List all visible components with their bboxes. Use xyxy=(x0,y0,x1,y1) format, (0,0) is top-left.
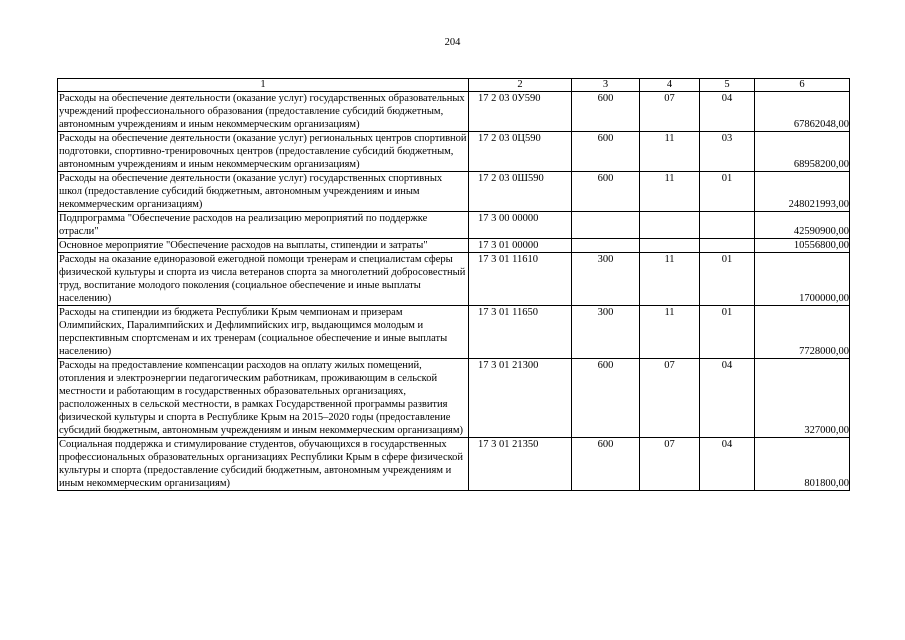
row-amount: 42590900,00 xyxy=(755,212,850,239)
row-code: 17 3 00 00000 xyxy=(469,212,572,239)
row-code: 17 2 03 0У590 xyxy=(469,92,572,132)
row-rz: 07 xyxy=(640,438,700,491)
row-pr xyxy=(700,239,755,253)
table-header xyxy=(58,79,850,92)
row-rz xyxy=(640,212,700,239)
row-pr: 04 xyxy=(700,92,755,132)
row-rz: 11 xyxy=(640,172,700,212)
row-pr: 04 xyxy=(700,359,755,438)
table-row xyxy=(58,92,850,132)
table-row xyxy=(58,306,850,359)
row-rz xyxy=(640,239,700,253)
row-vr: 300 xyxy=(572,306,640,359)
row-code: 17 3 01 11650 xyxy=(469,306,572,359)
row-code: 17 2 03 0Ш590 xyxy=(469,172,572,212)
row-vr: 600 xyxy=(572,438,640,491)
header-col-2: 2 xyxy=(469,79,572,92)
row-pr: 01 xyxy=(700,172,755,212)
table-row xyxy=(58,359,850,438)
header-col-5: 5 xyxy=(700,79,755,92)
row-name: Расходы на оказание единоразовой ежегодной помощи тренерам и специалистам сферы физической культуры и спорта из числа ветеранов спорта за многолетний добросовестный труд, воспитание молодого поколения (социальное обеспечение и иные выплаты населению) xyxy=(58,253,469,306)
table-row xyxy=(58,253,850,306)
row-rz: 11 xyxy=(640,253,700,306)
header-col-6: 6 xyxy=(755,79,850,92)
row-pr: 01 xyxy=(700,306,755,359)
page-number: 204 xyxy=(444,37,461,48)
row-name: Расходы на обеспечение деятельности (оказание услуг) государственных спортивных школ (предоставление субсидий бюджетным, автономным учреждениям и иным некоммерческим организациям) xyxy=(58,172,469,212)
header-col-4: 4 xyxy=(640,79,700,92)
row-vr: 600 xyxy=(572,92,640,132)
row-code: 17 3 01 11610 xyxy=(469,253,572,306)
row-pr: 03 xyxy=(700,132,755,172)
table-row xyxy=(58,212,850,239)
row-rz: 07 xyxy=(640,359,700,438)
row-pr xyxy=(700,212,755,239)
table-row xyxy=(58,239,850,253)
table-row xyxy=(58,172,850,212)
row-amount: 327000,00 xyxy=(755,359,850,438)
row-name: Основное мероприятие "Обеспечение расходов на выплаты, стипендии и затраты" xyxy=(58,239,469,253)
row-vr: 300 xyxy=(572,253,640,306)
row-code: 17 2 03 0Ц590 xyxy=(469,132,572,172)
row-name: Расходы на обеспечение деятельности (оказание услуг) региональных центров спортивной подготовки, спортивно-тренировочных центров (предоставление субсидий бюджетным, автономным учреждениям и иным некоммерческим организациям) xyxy=(59,133,467,170)
header-col-1: 1 xyxy=(58,79,469,92)
row-name: Расходы на предоставление компенсации расходов на оплату жилых помещений, отопления и электроэнергии педагогическим работникам, проживающим в сельской местности и работающим в государственных образовательных организациях, расположенных в сельской местности, в рамках Государственной программы развития физической культуры и спорта в Республике Крым на 2015–2020 годы (предоставление субсидий бюджетным, автономным учреждениям и иным некоммерческим организациям) xyxy=(58,359,469,438)
row-name: Расходы на обеспечение деятельности (оказание услуг) государственных образовательных учреждений профессионального образования (предоставление субсидий бюджетным, автономным учреждениям и иным некоммерческим организациям) xyxy=(58,92,469,132)
row-rz: 07 xyxy=(640,92,700,132)
row-amount: 7728000,00 xyxy=(755,306,850,359)
row-amount: 801800,00 xyxy=(755,438,850,491)
row-vr: 600 xyxy=(572,359,640,438)
row-vr: 600 xyxy=(572,132,640,172)
row-amount: 67862048,00 xyxy=(755,92,850,132)
row-vr xyxy=(572,212,640,239)
row-name: Расходы на стипендии из бюджета Республики Крым чемпионам и призерам Олимпийских, Паралимпийских и Дефлимпийских игр, выдающимся молодым и перспективным спортсменам и их тренерам (социальное обеспечение и иные выплаты населению) xyxy=(58,306,469,359)
row-amount: 10556800,00 xyxy=(755,239,850,253)
row-rz: 11 xyxy=(640,132,700,172)
table-row xyxy=(58,438,850,491)
row-amount: 1700000,00 xyxy=(755,253,850,306)
row-rz: 11 xyxy=(640,306,700,359)
row-name: Социальная поддержка и стимулирование студентов, обучающихся в государственных профессиональных образовательных организациях Республики Крым в сфере физической культуры и спорта (предоставление субсидий бюджетным, автономным учреждениям и иным некоммерческим организациям) xyxy=(58,438,469,491)
row-vr: 600 xyxy=(572,172,640,212)
header-col-3: 3 xyxy=(572,79,640,92)
table-row xyxy=(58,132,850,172)
row-amount: 68958200,00 xyxy=(755,132,850,172)
row-vr xyxy=(572,239,640,253)
table-body xyxy=(58,92,850,491)
row-code: 17 3 01 00000 xyxy=(469,239,572,253)
budget-table xyxy=(57,78,850,491)
row-pr: 01 xyxy=(700,253,755,306)
row-code: 17 3 01 21300 xyxy=(469,359,572,438)
row-pr: 04 xyxy=(700,438,755,491)
row-amount: 248021993,00 xyxy=(755,172,850,212)
row-code: 17 3 01 21350 xyxy=(469,438,572,491)
header-row xyxy=(58,79,850,92)
row-name: Подпрограмма "Обеспечение расходов на реализацию мероприятий по поддержке отрасли" xyxy=(58,212,469,239)
